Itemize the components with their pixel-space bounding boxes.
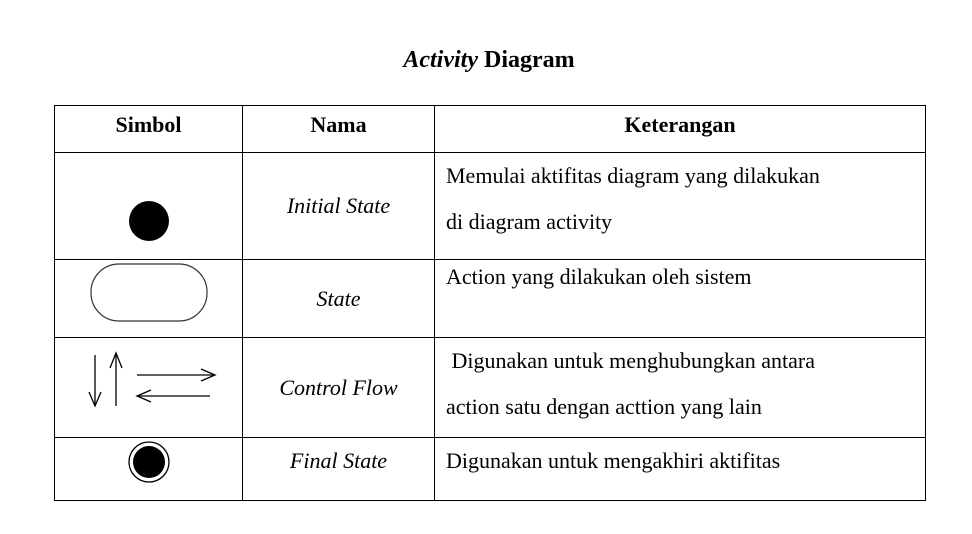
name-cell: Initial State xyxy=(243,153,435,260)
description-cell xyxy=(435,438,926,501)
description-line: Digunakan untuk mengakhiri aktifitas xyxy=(446,448,781,473)
description-line: Action yang dilakukan oleh sistem xyxy=(446,264,752,289)
description-line: Memulai aktifitas diagram yang dilakukan xyxy=(446,163,820,188)
symbol-cell xyxy=(55,153,243,260)
description-line: action satu dengan acttion yang lain xyxy=(446,394,762,419)
bullseye-circle-icon xyxy=(55,438,243,501)
name-cell: Control Flow xyxy=(243,338,435,438)
description-cell xyxy=(435,338,926,438)
name-cell: Final State xyxy=(243,438,435,501)
description-cell xyxy=(435,260,926,338)
description-cell xyxy=(435,153,926,260)
activity-symbol-table xyxy=(54,105,926,501)
table-row xyxy=(55,260,926,338)
rounded-rectangle-icon xyxy=(55,260,243,338)
filled-circle-icon xyxy=(55,153,243,260)
page-title xyxy=(0,44,972,76)
description-line: Digunakan untuk menghubungkan antara xyxy=(446,348,816,373)
description-line: di diagram activity xyxy=(446,209,613,234)
symbol-cell xyxy=(55,260,243,338)
symbol-cell xyxy=(55,438,243,501)
symbol-cell xyxy=(55,338,243,438)
header-keterangan: Keterangan xyxy=(435,106,926,153)
table-row xyxy=(55,153,926,260)
table-header-row xyxy=(55,106,926,153)
name-cell: State xyxy=(243,260,435,338)
header-nama: Nama xyxy=(243,106,435,153)
table-row xyxy=(55,338,926,438)
header-simbol: Simbol xyxy=(55,106,243,153)
arrows-icon xyxy=(55,338,243,438)
title-bold: Diagram xyxy=(477,47,575,73)
table-row xyxy=(55,438,926,501)
title-italic: Activity xyxy=(403,47,478,73)
